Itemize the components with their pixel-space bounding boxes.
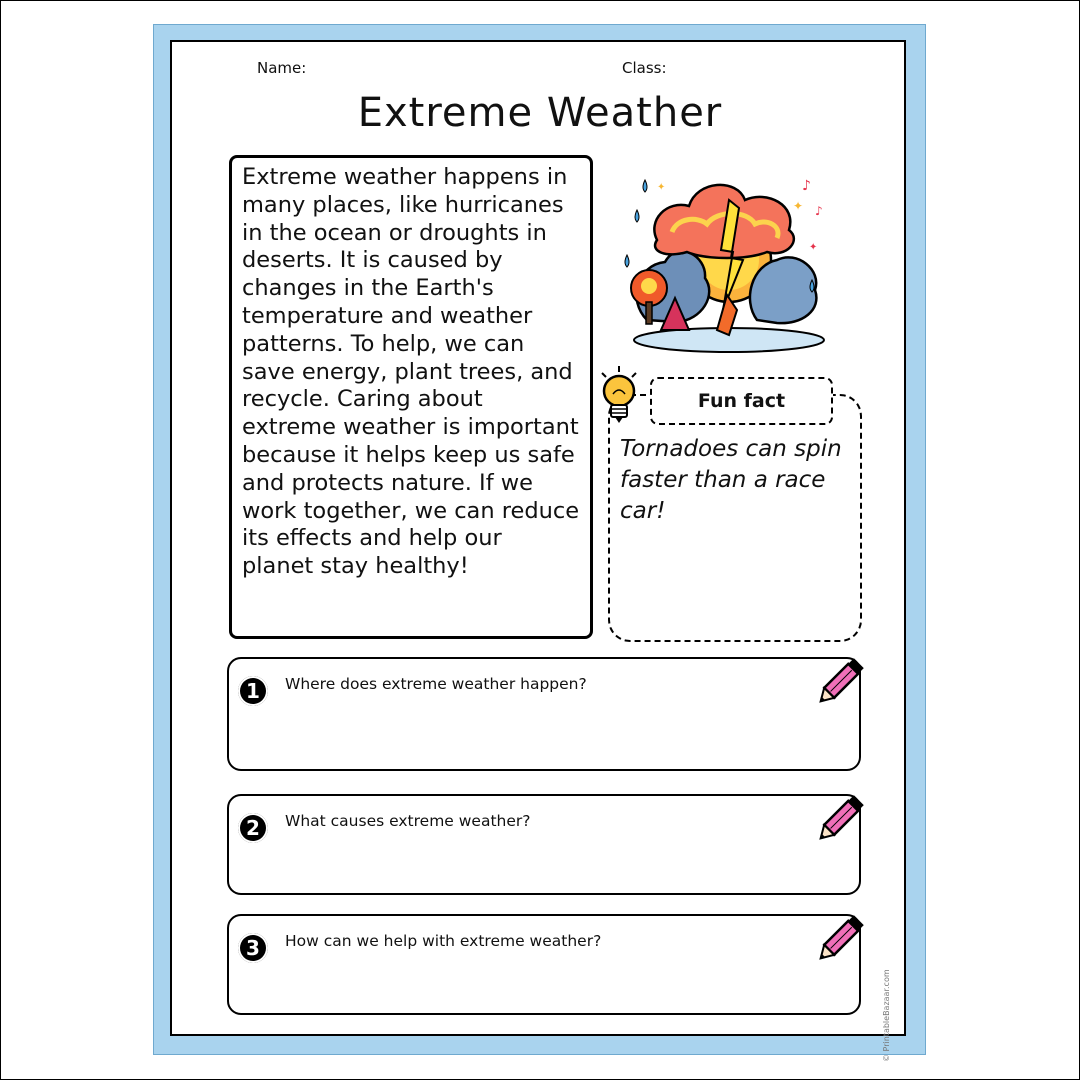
question-1-box[interactable] [227,657,861,771]
extreme-weather-illustration [617,160,837,360]
watermark-text: © PrintableBazaar.com [882,969,891,1062]
pencil-icon [817,651,871,705]
question-1-number: 1 [238,676,268,706]
svg-text:✦: ✦ [657,182,666,193]
page-title: Extreme Weather [357,90,723,136]
reading-passage: Extreme weather happens in many places, like hurricanes in the ocean or droughts in deserts. It is caused by changes in the Earth's temperature and weather patterns. To help, we can save energy, plant trees, and recycle. Caring about extreme weather is important because it helps keep us safe and protects nature. If we work together, we can reduce its effects and help our planet stay healthy! [242,164,580,580]
watermark [878,942,898,1062]
question-3-box[interactable] [227,914,861,1015]
fun-fact-label: Fun fact [650,377,833,425]
reading-passage-box [229,155,593,639]
question-2-number: 2 [238,813,268,843]
svg-text:✦: ✦ [793,199,804,213]
question-2-text: What causes extreme weather? [285,812,531,830]
question-3-number: 3 [238,933,268,963]
svg-text:♪: ♪ [802,178,811,194]
class-label: Class: [622,59,667,77]
svg-text:✦: ✦ [809,242,818,253]
question-2-box[interactable] [227,794,861,895]
svg-text:♪: ♪ [815,204,823,218]
pencil-icon [817,788,871,842]
question-3-text: How can we help with extreme weather? [285,932,602,950]
fun-fact-text: Tornadoes can spin faster than a race car! [620,436,842,524]
lightbulb-icon [596,364,642,426]
name-label: Name: [257,59,307,77]
question-1-text: Where does extreme weather happen? [285,675,587,693]
pencil-icon [817,908,871,962]
worksheet [170,40,906,1062]
